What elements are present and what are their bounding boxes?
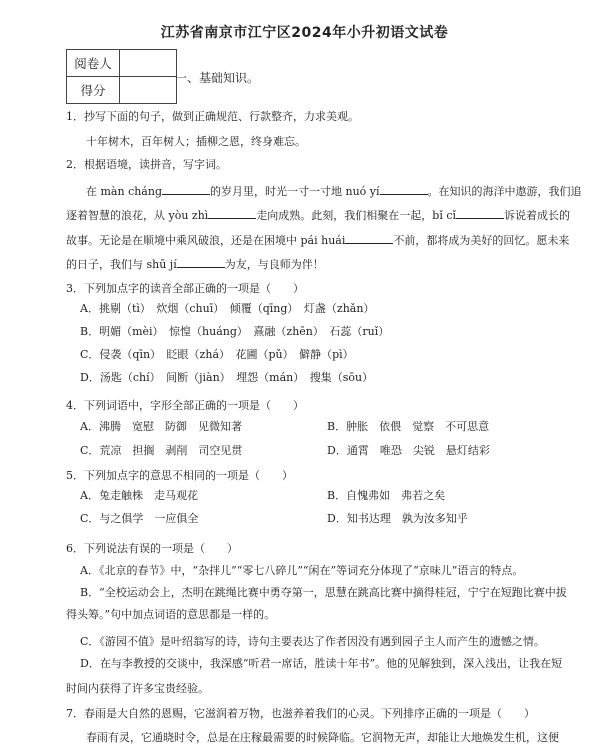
question-3-option-b[interactable]: B．明媚（mèi） 惊惶（huáng） 熹融（zhēn） 石蕊（ruǐ） — [80, 325, 390, 338]
question-4-option-b[interactable]: B．肿胀 依偎 觉察 不可思意 — [327, 420, 490, 433]
question-6-stem: 6．下列说法有误的一项是（ ） — [66, 542, 238, 555]
q2-text: 的岁月里，时光一寸一寸地 nuó yí — [210, 185, 380, 198]
question-1-stem: 1．抄写下面的句子，做到正确规范、行款整齐，力求美观。 — [66, 110, 359, 123]
question-4-option-c[interactable]: C．荒凉 担搁 剥削 司空见贯 — [80, 444, 243, 457]
q2-text: 在 màn cháng — [86, 185, 162, 198]
question-5-stem: 5．下列加点字的意思不相同的一项是（ ） — [66, 469, 293, 482]
question-5-option-a[interactable]: A．兔走触株 走马观花 — [80, 489, 198, 502]
answer-blank[interactable] — [177, 256, 225, 268]
question-6-option-a[interactable]: A．《北京的春节》中，“杂拌儿”“零七八碎儿”“闲在”等词充分体现了“京味儿”语言的特点。 — [80, 564, 524, 577]
answer-blank[interactable] — [208, 207, 256, 219]
answer-blank[interactable] — [380, 183, 428, 195]
score-field[interactable] — [120, 77, 177, 104]
question-2-line4 — [66, 256, 324, 273]
question-4-option-d[interactable]: D．通霄 唯恐 尖锐 悬灯结彩 — [327, 444, 490, 457]
question-6-option-d-cont: 时间内获得了许多宝贵经验。 — [66, 682, 209, 695]
question-5-option-b[interactable]: B．自愧弗如 弗若之矣 — [327, 489, 446, 502]
question-3-option-d[interactable]: D．汤匙（chí） 间断（jiàn） 埋怨（mán） 搜集（sōu） — [80, 371, 374, 384]
answer-blank[interactable] — [162, 183, 210, 195]
q2-text: 走向成熟。此刻，我们相聚在一起，bǐ cǐ — [256, 209, 457, 222]
question-4-stem: 4．下列词语中，字形全部正确的一项是（ ） — [66, 399, 304, 412]
q2-text: 。在知识的海洋中遨游，我们追 — [427, 185, 582, 198]
answer-blank[interactable] — [345, 232, 393, 244]
score-label: 得分 — [67, 77, 120, 104]
question-1-text: 十年树木，百年树人；插柳之恩，终身难忘。 — [86, 135, 306, 148]
question-7-stem: 7．春雨是大自然的恩赐，它滋润着万物，也滋养着我们的心灵。下列排序正确的一项是（ ） — [66, 707, 535, 720]
q2-text: 诉说着成长的 — [504, 209, 571, 222]
reviewer-field[interactable] — [120, 50, 177, 77]
score-table — [66, 49, 177, 104]
question-6-option-b[interactable]: B．“全校运动会上，杰明在跳绳比赛中勇夺第一，思慧在跳高比赛中摘得桂冠，宁宁在短跑比赛中拔 — [80, 586, 567, 599]
q2-text: 为友，与良师为伴！ — [224, 258, 324, 271]
answer-blank[interactable] — [456, 207, 504, 219]
q2-text: 逐着智慧的浪花，从 yòu zhì — [66, 209, 209, 222]
question-7-text: 春雨有灵，它通晓时令，总是在庄稼最需要的时候降临。它润物无声，却能让大地焕发生机，这便 — [86, 731, 559, 744]
question-2-line1 — [86, 183, 582, 200]
question-3-option-c[interactable]: C．侵袭（qīn） 眨眼（zhá） 花圃（pǔ） 僻静（pì） — [80, 348, 354, 361]
q2-text: 不前，都将成为美好的回忆。愿未来 — [393, 234, 570, 247]
question-4-option-a[interactable]: A．沸腾 宽慰 防御 见微知著 — [80, 420, 242, 433]
question-3-option-a[interactable]: A．挑剔（tì） 炊烟（chuī） 倾覆（qīng） 灯盏（zhǎn） — [80, 302, 375, 315]
question-6-option-c[interactable]: C．《游园不值》是叶绍翁写的诗，诗句主要表达了作者因没有遇到园子主人而产生的遗憾之情。 — [80, 635, 545, 648]
question-3-stem: 3．下列加点字的读音全部正确的一项是（ ） — [66, 282, 304, 295]
question-2-stem: 2．根据语境，读拼音，写字词。 — [66, 158, 227, 171]
section-title: 一、基础知识。 — [175, 71, 260, 85]
question-5-option-d[interactable]: D．知书达理 孰为汝多知乎 — [327, 512, 468, 525]
q2-text: 的日子，我们与 shū jí — [66, 258, 177, 271]
q2-text: 故事。无论是在顺境中乘风破浪，还是在困境中 pái huái — [66, 234, 346, 247]
page-title: 江苏省南京市江宁区2024年小升初语文试卷 — [160, 25, 449, 41]
question-6-option-d[interactable]: D．在与李教授的交谈中，我深感“听君一席话，胜读十年书”。他的见解独到，深入浅出，让我在短 — [80, 657, 563, 670]
question-6-option-b-cont: 得头筹。”句中加点词语的意思都是一样的。 — [66, 608, 276, 621]
question-5-option-c[interactable]: C．与之俱学 一应俱全 — [80, 512, 199, 525]
question-2-line3 — [66, 232, 569, 249]
question-2-line2 — [66, 207, 570, 224]
reviewer-label: 阅卷人 — [67, 50, 120, 77]
